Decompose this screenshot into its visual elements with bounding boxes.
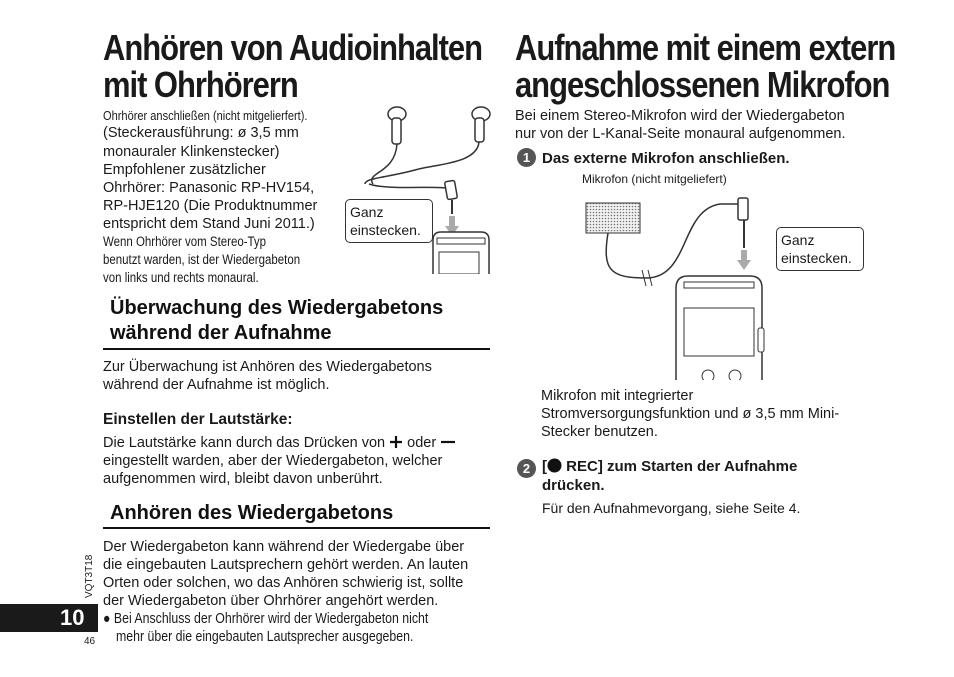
- volume-text-line: [103, 434, 456, 453]
- volume-text: oder: [407, 435, 437, 451]
- step-title-part: REC] zum Starten der Aufnahme: [566, 458, 798, 475]
- section-text: die eingebauten Lautsprechern gehört werden. An lauten: [103, 557, 469, 573]
- section-rule: [103, 348, 490, 350]
- volume-text: aufgenommen wird, bleibt davon unberührt.: [103, 471, 383, 487]
- callout-line: Ganz: [781, 232, 815, 248]
- note-line: Stromversorgungsfunktion und ø 3,5 mm Mini-: [541, 406, 840, 422]
- section-text: während der Aufnahme ist möglich.: [103, 377, 330, 393]
- bullet-text: ● Bei Anschluss der Ohrhörer wird der Wiedergabeton nicht: [103, 611, 429, 627]
- callout-box: [776, 227, 864, 271]
- right-title-line2: angeschlossenen Mikrofon: [515, 64, 890, 105]
- left-title-line1: Anhören von Audioinhalten: [103, 27, 482, 68]
- step-title-part: drücken.: [542, 477, 605, 494]
- step-title: Das externe Mikrofon anschließen.: [542, 150, 790, 167]
- intro-line: entspricht dem Stand Juni 2011.): [103, 216, 315, 232]
- plus-icon: [389, 435, 403, 449]
- section-text: der Wiedergabeton über Ohrhörer angehört werden.: [103, 593, 439, 609]
- intro-line: benutzt warden, ist der Wiedergabeton: [103, 252, 301, 267]
- page-number: 10: [60, 605, 85, 630]
- section-title: Überwachung des Wiedergabetons: [110, 297, 444, 319]
- section-text: Der Wiedergabeton kann während der Wiedergabe über: [103, 539, 465, 555]
- intro-line: monauraler Klinkenstecker): [103, 144, 280, 160]
- intro-line: (Steckerausführung: ø 3,5 mm: [103, 125, 299, 141]
- sub-page-number: 46: [84, 636, 96, 647]
- intro-line: Empfohlener zusätzlicher: [103, 162, 266, 178]
- intro-line: Bei einem Stereo-Mikrofon wird der Wiedergabeton: [515, 108, 845, 124]
- note-line: Stecker benutzen.: [541, 424, 658, 440]
- step-title-part: [: [542, 458, 547, 475]
- step-number-badge: 1: [517, 148, 536, 167]
- left-title-line2: mit Ohrhörern: [103, 64, 298, 105]
- subsection-title: Einstellen der Lautstärke:: [103, 411, 293, 428]
- volume-text: Die Lautstärke kann durch das Drücken von: [103, 435, 386, 451]
- step-title: [542, 457, 797, 476]
- volume-text: eingestellt warden, aber der Wiedergabeton, welcher: [103, 453, 443, 469]
- callout-line: einstecken.: [350, 222, 421, 238]
- intro-line: nur von der L-Kanal-Seite monaural aufgenommen.: [515, 126, 846, 142]
- section-text: Zur Überwachung ist Anhören des Wiedergabetons: [103, 359, 432, 375]
- minus-icon: [440, 435, 456, 449]
- intro-line: RP-HJE120 (Die Produktnummer: [103, 198, 318, 214]
- intro-line: von links und rechts monaural.: [103, 270, 259, 285]
- callout-box: [345, 199, 433, 243]
- section-text: Orten oder solchen, wo das Anhören schwierig ist, sollte: [103, 575, 464, 591]
- step-text: Für den Aufnahmevorgang, siehe Seite 4.: [542, 500, 801, 516]
- document-code: VQT3T18: [84, 554, 95, 598]
- note-line: Mikrofon mit integrierter: [541, 388, 694, 404]
- intro-line: Wenn Ohrhörer vom Stereo-Typ: [103, 234, 267, 249]
- intro-line: Ohrhörer: Panasonic RP-HV154,: [103, 180, 315, 196]
- microphone-illustration: [580, 190, 780, 380]
- mic-label: Mikrofon (nicht mitgeliefert): [582, 172, 727, 186]
- callout-line: Ganz: [350, 204, 384, 220]
- record-icon: [547, 458, 562, 473]
- step-number-badge: 2: [517, 459, 536, 478]
- right-title-line1: Aufnahme mit einem extern: [515, 27, 896, 68]
- section-title: Anhören des Wiedergabetons: [110, 502, 394, 524]
- callout-line: einstecken.: [781, 250, 852, 266]
- intro-line: Ohrhörer anschließen (nicht mitgelierfert).: [103, 108, 308, 123]
- earphones-illustration: [345, 104, 495, 274]
- section-rule: [103, 527, 490, 529]
- bullet-text: mehr über die eingebauten Lautsprecher ausgegeben.: [116, 629, 414, 645]
- section-title: während der Aufnahme: [110, 322, 332, 344]
